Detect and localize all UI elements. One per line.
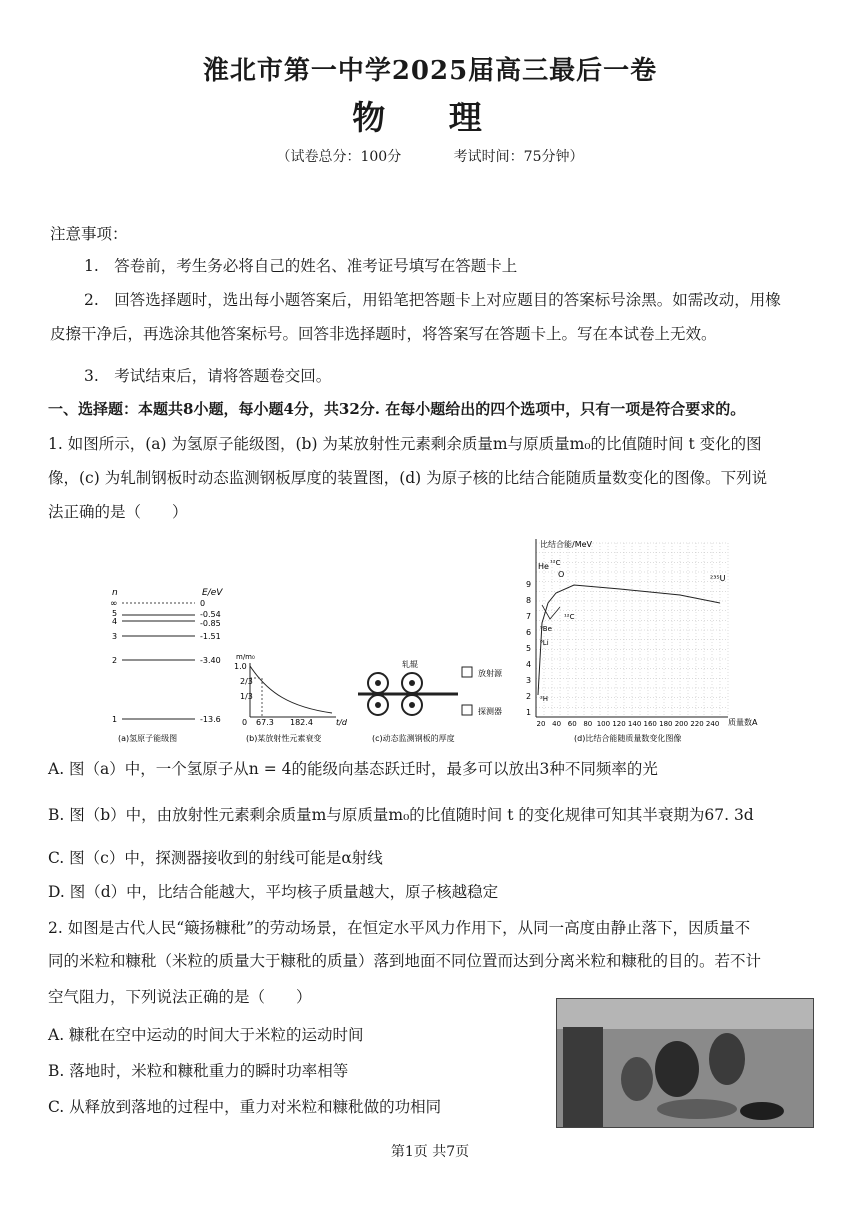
nuclide-label: ⁹Be bbox=[540, 625, 552, 633]
fig-d-x-tick: 220 bbox=[690, 720, 704, 728]
fig-b-y-tick: 0 bbox=[242, 718, 248, 727]
level-n: ∞ bbox=[110, 599, 118, 609]
q2-stem-line-2: 同的米粒和糠秕（米粒的质量大于糠秕的质量）落到地面不同位置而达到分离米粒和糠秕的目的。若不计 bbox=[48, 952, 762, 970]
figure-d-binding-energy bbox=[526, 539, 758, 743]
fig-b-y-tick: 1/3 bbox=[240, 692, 253, 701]
q1-stem-line-1: 1. 如图所示，(a) 为氢原子能级图，(b) 为某放射性元素剩余质量m与原质量m₀的比值随时间 t 变化的图 bbox=[48, 435, 762, 453]
fig-b-caption: (b)某放射性元素衰变 bbox=[246, 734, 322, 743]
total-score: （试卷总分：100分 bbox=[276, 149, 402, 165]
nuclide-label: He bbox=[538, 562, 549, 571]
nuclide-label: ¹²C bbox=[550, 559, 561, 567]
fig-d-x-tick: 80 bbox=[583, 720, 593, 728]
fig-a-e-label: E/eV bbox=[202, 588, 223, 598]
roller-axle-icon bbox=[375, 680, 381, 686]
level-e: -0.54 bbox=[200, 610, 221, 619]
fig-d-x-label: 质量数A bbox=[728, 718, 758, 727]
nuclide-label: ⁶Li bbox=[540, 639, 549, 647]
q1-stem-line-2: 像，(c) 为轧制钢板时动态监测钢板厚度的装置图，(d) 为原子核的比结合能随质量数变化的图像。下列说 bbox=[48, 469, 768, 487]
fig-d-x-tick: 100 bbox=[596, 720, 611, 728]
exam-meta bbox=[0, 146, 860, 166]
notice-item-1: 1. 答卷前，考生务必将自己的姓名、准考证号填写在答题卡上 bbox=[84, 257, 518, 275]
level-e: -0.85 bbox=[200, 619, 221, 628]
page-number: 第1页 共7页 bbox=[390, 1144, 470, 1160]
fig-d-x-ticks bbox=[537, 720, 720, 728]
fig-d-y-tick: 8 bbox=[526, 596, 532, 605]
level-e: -3.40 bbox=[200, 656, 221, 665]
roller-axle-icon bbox=[409, 680, 415, 686]
nuclide-label: O bbox=[558, 570, 565, 579]
fig-b-y-tick: 1.0 bbox=[234, 662, 247, 671]
fig-d-grid bbox=[536, 543, 728, 717]
q2-option-b: B. 落地时，米粒和糠秕重力的瞬时功率相等 bbox=[48, 1062, 349, 1080]
fig-b-y-label: m/m₀ bbox=[236, 653, 255, 661]
fig-b-curve bbox=[250, 666, 332, 713]
fig-d-x-tick: 40 bbox=[552, 720, 562, 728]
fig-d-y-tick: 4 bbox=[526, 660, 532, 669]
winnowing-scene-icon bbox=[557, 999, 813, 1127]
figure-a-energy-levels bbox=[110, 588, 223, 743]
fig-d-y-tick: 5 bbox=[526, 644, 532, 653]
notice-heading: 注意事项： bbox=[50, 225, 128, 243]
fig-d-y-tick: 1 bbox=[526, 708, 532, 717]
winnowing-photo bbox=[556, 998, 814, 1128]
nuclide-label: ¹²C bbox=[564, 613, 575, 621]
notice-item-2: 2. 回答选择题时，选出每小题答案后，用铅笔把答题卡上对应题目的答案标号涂黑。如需改动，用橡 bbox=[84, 291, 781, 309]
figure-c-rolling-mill bbox=[358, 659, 503, 743]
fig-d-y-tick: 6 bbox=[526, 628, 532, 637]
exam-title: 淮北市第一中学2025届高三最后一卷 bbox=[202, 56, 658, 86]
q2-option-a: A. 糠秕在空中运动的时间大于米粒的运动时间 bbox=[48, 1026, 364, 1044]
level-n: 3 bbox=[112, 632, 118, 641]
nuclide-label: ²H bbox=[540, 695, 549, 703]
fig-b-x-label: t/d bbox=[336, 718, 347, 727]
q2-stem-line-1: 2. 如图是古代人民“簸扬糠秕”的劳动场景，在恒定水平风力作用下，从同一高度由静止落下，因质量不 bbox=[48, 919, 751, 937]
level-n: 5 bbox=[112, 609, 118, 618]
source-label: 放射源 bbox=[478, 669, 502, 678]
fig-d-x-tick: 180 bbox=[659, 720, 673, 728]
nuclide-label: ²³⁵U bbox=[710, 574, 726, 583]
fig-c-caption: (c)动态监测钢板的厚度 bbox=[372, 734, 455, 743]
source-icon bbox=[462, 667, 472, 677]
exam-time: 考试时间：75分钟） bbox=[453, 149, 584, 165]
fig-d-light-branch bbox=[542, 605, 560, 619]
level-e: -13.6 bbox=[200, 715, 221, 724]
q1-option-a: A. 图（a）中，一个氢原子从n = 4的能级向基态跃迁时，最多可以放出3种不同频率的光 bbox=[48, 760, 658, 778]
fig-b-x-tick: 67.3 bbox=[256, 718, 274, 727]
q1-option-d: D. 图（d）中，比结合能越大，平均核子质量越大，原子核越稳定 bbox=[48, 883, 499, 901]
fig-a-n-label: n bbox=[112, 588, 118, 598]
fig-d-y-tick: 7 bbox=[526, 612, 532, 621]
fig-d-y-tick: 9 bbox=[526, 580, 532, 589]
notice-item-2-cont: 皮擦干净后，再选涂其他答案标号。回答非选择题时，将答案写在答题卡上。写在本试卷上无效。 bbox=[50, 325, 717, 343]
q2-option-c: C. 从释放到落地的过程中，重力对米粒和糠秕做的功相同 bbox=[48, 1098, 442, 1116]
fig-b-x-tick: 182.4 bbox=[290, 718, 313, 727]
fig-d-y-tick: 2 bbox=[526, 692, 532, 701]
q1-stem-line-3: 法正确的是（ ） bbox=[48, 503, 188, 521]
q2-stem-line-3: 空气阻力，下列说法正确的是（ ） bbox=[48, 988, 312, 1006]
roller-axle-icon bbox=[375, 702, 381, 708]
level-n: 4 bbox=[112, 617, 118, 626]
fig-d-x-tick: 140 bbox=[627, 720, 642, 728]
fig-d-x-tick: 240 bbox=[705, 720, 720, 728]
q1-figures bbox=[100, 535, 830, 750]
q1-option-c: C. 图（c）中，探测器接收到的射线可能是α射线 bbox=[48, 849, 383, 867]
fig-d-x-tick: 200 bbox=[674, 720, 689, 728]
fig-d-x-tick: 20 bbox=[536, 720, 546, 728]
level-n: 2 bbox=[112, 656, 118, 665]
subject-title: 物 理 bbox=[352, 98, 508, 137]
fig-d-y-tick: 3 bbox=[526, 676, 532, 685]
fig-a-caption: (a)氢原子能级图 bbox=[118, 734, 178, 743]
detector-label: 探测器 bbox=[478, 707, 502, 716]
fig-d-x-tick: 60 bbox=[567, 720, 577, 728]
fig-d-x-tick: 120 bbox=[612, 720, 626, 728]
fig-d-y-ticks bbox=[526, 580, 531, 717]
fig-d-y-label: 比结合能/MeV bbox=[540, 540, 592, 549]
fig-d-caption: (d)比结合能随质量数变化图像 bbox=[574, 734, 682, 743]
fig-d-x-tick: 160 bbox=[643, 720, 657, 728]
fig-b-y-tick: 2/3 bbox=[240, 677, 253, 686]
level-e: 0 bbox=[200, 599, 206, 608]
roller-axle-icon bbox=[409, 702, 415, 708]
q1-option-b: B. 图（b）中，由放射性元素剩余质量m与原质量m₀的比值随时间 t 的变化规律可知其半衰期为67. 3d bbox=[48, 806, 754, 824]
notice-item-3: 3. 考试结束后，请将答题卷交回。 bbox=[84, 367, 332, 385]
level-e: -1.51 bbox=[200, 632, 221, 641]
section-heading: 一、选择题：本题共8小题，每小题4分，共32分. 在每小题给出的四个选项中，只有一项是符合要求的。 bbox=[48, 400, 746, 418]
level-n: 1 bbox=[112, 715, 118, 724]
detector-icon bbox=[462, 705, 472, 715]
figure-b-decay-curve bbox=[234, 653, 348, 743]
roller-label: 轧辊 bbox=[402, 660, 418, 669]
